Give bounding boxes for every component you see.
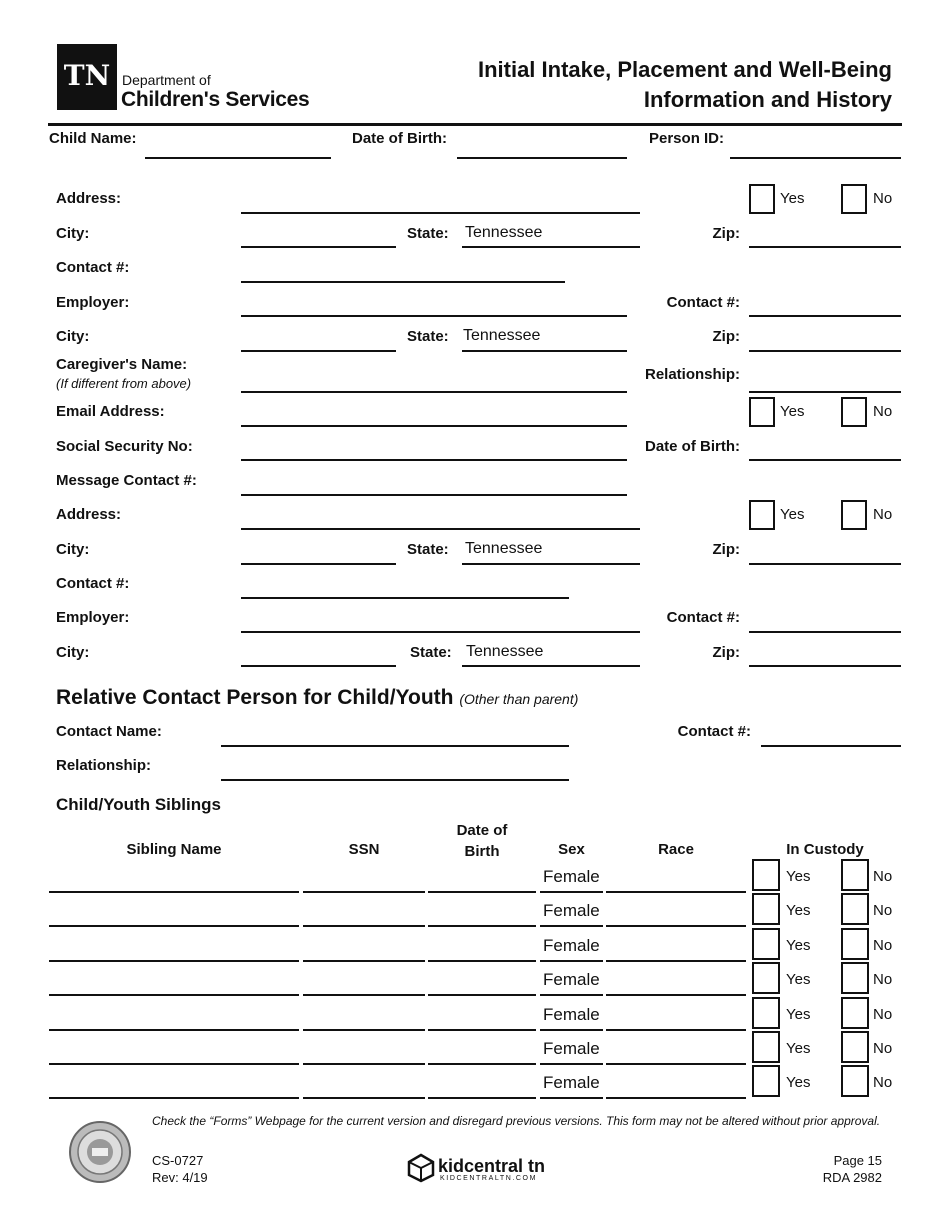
sibling-race-field[interactable]	[606, 1029, 746, 1031]
sibling-name-field[interactable]	[49, 1029, 299, 1031]
address-2-label: Address:	[56, 506, 122, 523]
page-number: Page 15	[833, 1153, 882, 1168]
employer-2-state-label: State:	[410, 644, 452, 661]
sibling-yes-label: Yes	[786, 868, 811, 885]
sibling-sex-field[interactable]	[540, 925, 603, 927]
address-field[interactable]	[241, 212, 640, 214]
employer-2-state-value: Tennessee	[466, 643, 544, 660]
relative-contact-field[interactable]	[761, 745, 901, 747]
zip-label: Zip:	[712, 225, 740, 242]
sibling-no-label: No	[873, 902, 893, 919]
sibling-dob-field[interactable]	[428, 891, 536, 893]
col-dob-line-2: Birth	[464, 843, 500, 860]
contact-label: Contact #:	[56, 259, 130, 276]
employer-2-state-field[interactable]	[462, 665, 640, 667]
tn-logo: TN	[57, 44, 117, 110]
sibling-sex-field[interactable]	[540, 1029, 603, 1031]
contact-2-label: Contact #:	[56, 575, 130, 592]
address-yes-checkbox[interactable]	[749, 184, 775, 214]
dept-small: Department of	[122, 72, 211, 88]
sibling-ssn-field[interactable]	[303, 994, 425, 996]
revision: Rev: 4/19	[152, 1170, 208, 1185]
caregiver-field[interactable]	[241, 391, 627, 393]
sibling-name-field[interactable]	[49, 994, 299, 996]
sibling-sex-field[interactable]	[540, 1097, 603, 1099]
employer-zip-field[interactable]	[749, 350, 901, 352]
employer-state-label: State:	[407, 328, 449, 345]
employer-contact-field[interactable]	[749, 315, 901, 317]
sibling-custody-yes-checkbox[interactable]	[752, 1031, 780, 1063]
address-2-field[interactable]	[241, 528, 640, 530]
contact-2-field[interactable]	[241, 597, 569, 599]
email-field[interactable]	[241, 425, 627, 427]
sibling-name-field[interactable]	[49, 1097, 299, 1099]
col-dob-line-1: Date of	[456, 822, 508, 839]
sibling-custody-yes-checkbox[interactable]	[752, 962, 780, 994]
sibling-sex-value[interactable]: Female	[543, 1005, 600, 1024]
sibling-name-field[interactable]	[49, 960, 299, 962]
address-label: Address:	[56, 190, 122, 207]
yes-label: Yes	[780, 403, 805, 420]
sibling-ssn-field[interactable]	[303, 1063, 425, 1065]
no-label: No	[873, 403, 893, 420]
employer-2-city-field[interactable]	[241, 665, 396, 667]
ssn-field[interactable]	[241, 459, 627, 461]
zip-2-label: Zip:	[712, 541, 740, 558]
employer-2-zip-label: Zip:	[712, 644, 740, 661]
relative-relationship-label: Relationship:	[56, 757, 152, 774]
sibling-custody-yes-checkbox[interactable]	[752, 893, 780, 925]
employer-2-field[interactable]	[241, 631, 640, 633]
sibling-name-field[interactable]	[49, 925, 299, 927]
employer-2-city-label: City:	[56, 644, 90, 661]
yes-label: Yes	[780, 190, 805, 207]
sibling-sex-value[interactable]: Female	[543, 1073, 600, 1092]
sibling-sex-value[interactable]: Female	[543, 1039, 600, 1058]
sibling-race-field[interactable]	[606, 994, 746, 996]
employer-zip-label: Zip:	[712, 328, 740, 345]
sibling-custody-yes-checkbox[interactable]	[752, 1065, 780, 1097]
sibling-race-field[interactable]	[606, 1063, 746, 1065]
relative-title: Relative Contact Person for Child/Youth	[56, 686, 454, 709]
address-2-yes-checkbox[interactable]	[749, 500, 775, 530]
sibling-no-label: No	[873, 971, 893, 988]
relative-section-title	[56, 686, 578, 710]
sibling-custody-no-checkbox[interactable]	[841, 1065, 869, 1097]
sibling-sex-value[interactable]: Female	[543, 867, 600, 886]
col-sibling-name: Sibling Name	[126, 841, 222, 858]
relative-contact-name-field[interactable]	[221, 745, 569, 747]
email-yes-checkbox[interactable]	[749, 397, 775, 427]
state-seal-icon	[68, 1120, 132, 1184]
email-no-checkbox[interactable]	[841, 397, 867, 427]
form-title	[478, 55, 892, 115]
kidcentral-url: KIDCENTRALTN.COM	[440, 1175, 538, 1182]
sibling-sex-field[interactable]	[540, 994, 603, 996]
sibling-no-label: No	[873, 937, 893, 954]
employer-field[interactable]	[241, 315, 627, 317]
sibling-race-field[interactable]	[606, 925, 746, 927]
sibling-sex-value[interactable]: Female	[543, 901, 600, 920]
sibling-race-field[interactable]	[606, 1097, 746, 1099]
caregiver-note: (If different from above)	[56, 376, 192, 391]
sibling-no-label: No	[873, 1074, 893, 1091]
state-2-value: Tennessee	[465, 540, 543, 557]
col-sex: Sex	[558, 841, 585, 858]
sibling-dob-field[interactable]	[428, 960, 536, 962]
sibling-sex-value[interactable]: Female	[543, 936, 600, 955]
relative-contact-name-label: Contact Name:	[56, 723, 162, 740]
email-label: Email Address:	[56, 403, 165, 420]
sibling-name-field[interactable]	[49, 1063, 299, 1065]
relative-subtitle: (Other than parent)	[459, 691, 579, 707]
siblings-title: Child/Youth Siblings	[56, 795, 221, 814]
sibling-custody-yes-checkbox[interactable]	[752, 928, 780, 960]
footer-page-info	[800, 1152, 882, 1186]
sibling-sex-field[interactable]	[540, 1063, 603, 1065]
sibling-sex-field[interactable]	[540, 960, 603, 962]
caregiver-dob-label: Date of Birth:	[645, 438, 740, 455]
relative-contact-label: Contact #:	[677, 723, 751, 740]
sibling-race-field[interactable]	[606, 891, 746, 893]
caregiver-label: Caregiver's Name:	[56, 356, 188, 373]
caregiver-dob-field[interactable]	[749, 459, 901, 461]
employer-city-field[interactable]	[241, 350, 396, 352]
employer-state-value: Tennessee	[463, 327, 541, 344]
col-ssn: SSN	[348, 841, 380, 858]
sibling-custody-no-checkbox[interactable]	[841, 893, 869, 925]
relationship-field[interactable]	[749, 391, 901, 393]
relative-relationship-field[interactable]	[221, 779, 569, 781]
zip-field[interactable]	[749, 246, 901, 248]
sibling-yes-label: Yes	[786, 902, 811, 919]
sibling-ssn-field[interactable]	[303, 1097, 425, 1099]
sibling-dob-field[interactable]	[428, 1063, 536, 1065]
sibling-dob-field[interactable]	[428, 1029, 536, 1031]
kidcentral-logo-icon	[406, 1153, 436, 1183]
sibling-custody-yes-checkbox[interactable]	[752, 997, 780, 1029]
rda-number: RDA 2982	[822, 1170, 882, 1185]
sibling-dob-field[interactable]	[428, 925, 536, 927]
sibling-no-label: No	[873, 868, 893, 885]
employer-label: Employer:	[56, 294, 130, 311]
sibling-ssn-field[interactable]	[303, 891, 425, 893]
footer-form-info	[152, 1152, 208, 1186]
sibling-custody-no-checkbox[interactable]	[841, 859, 869, 891]
sibling-yes-label: Yes	[786, 937, 811, 954]
sibling-custody-no-checkbox[interactable]	[841, 928, 869, 960]
city-label: City:	[56, 225, 90, 242]
address-no-checkbox[interactable]	[841, 184, 867, 214]
employer-city-label: City:	[56, 328, 90, 345]
col-in-custody: In Custody	[786, 841, 864, 858]
sibling-custody-yes-checkbox[interactable]	[752, 859, 780, 891]
zip-2-field[interactable]	[749, 563, 901, 565]
sibling-custody-no-checkbox[interactable]	[841, 997, 869, 1029]
sibling-sex-field[interactable]	[540, 891, 603, 893]
dept-large: Children's Services	[121, 88, 310, 111]
header-rule	[48, 123, 902, 126]
sibling-race-field[interactable]	[606, 960, 746, 962]
state-field[interactable]	[462, 246, 640, 248]
sibling-no-label: No	[873, 1040, 893, 1057]
employer-2-contact-label: Contact #:	[666, 609, 740, 626]
employer-2-zip-field[interactable]	[749, 665, 901, 667]
sibling-yes-label: Yes	[786, 1040, 811, 1057]
forms-note: Check the “Forms” Webpage for the current version and disregard previous versions. This form may not be altered without prior approval.	[152, 1114, 881, 1128]
child-dob-field[interactable]	[457, 157, 627, 159]
city-field[interactable]	[241, 246, 396, 248]
sibling-yes-label: Yes	[786, 1074, 811, 1091]
message-contact-field[interactable]	[241, 494, 627, 496]
form-number: CS-0727	[152, 1153, 204, 1168]
contact-field[interactable]	[241, 281, 565, 283]
ssn-label: Social Security No:	[56, 438, 193, 455]
state-2-label: State:	[407, 541, 449, 558]
state-2-field[interactable]	[462, 563, 640, 565]
sibling-custody-no-checkbox[interactable]	[841, 962, 869, 994]
sibling-custody-no-checkbox[interactable]	[841, 1031, 869, 1063]
employer-2-label: Employer:	[56, 609, 130, 626]
col-dob	[428, 820, 536, 862]
state-label: State:	[407, 225, 449, 242]
employer-state-field[interactable]	[462, 350, 627, 352]
sibling-sex-value[interactable]: Female	[543, 970, 600, 989]
person-id-label: Person ID:	[649, 130, 725, 147]
kidcentral-brand: kidcentral tn	[438, 1156, 546, 1176]
sibling-no-label: No	[873, 1006, 893, 1023]
employer-2-contact-field[interactable]	[749, 631, 901, 633]
message-contact-label: Message Contact #:	[56, 472, 197, 489]
employer-contact-label: Contact #:	[666, 294, 740, 311]
no-label: No	[873, 506, 893, 523]
sibling-name-field[interactable]	[49, 891, 299, 893]
child-dob-label: Date of Birth:	[352, 130, 447, 147]
sibling-dob-field[interactable]	[428, 1097, 536, 1099]
sibling-yes-label: Yes	[786, 971, 811, 988]
sibling-ssn-field[interactable]	[303, 960, 425, 962]
child-name-label: Child Name:	[49, 130, 137, 147]
title-line-1: Initial Intake, Placement and Well-Being	[477, 57, 892, 82]
city-2-label: City:	[56, 541, 90, 558]
person-id-field[interactable]	[730, 157, 901, 159]
sibling-yes-label: Yes	[786, 1006, 811, 1023]
city-2-field[interactable]	[241, 563, 396, 565]
state-value: Tennessee	[465, 224, 543, 241]
child-name-field[interactable]	[145, 157, 331, 159]
sibling-ssn-field[interactable]	[303, 1029, 425, 1031]
relationship-label: Relationship:	[644, 366, 740, 383]
address-2-no-checkbox[interactable]	[841, 500, 867, 530]
title-line-2: Information and History	[643, 87, 892, 112]
sibling-ssn-field[interactable]	[303, 925, 425, 927]
col-race: Race	[658, 841, 694, 858]
no-label: No	[873, 190, 893, 207]
yes-label: Yes	[780, 506, 805, 523]
sibling-dob-field[interactable]	[428, 994, 536, 996]
